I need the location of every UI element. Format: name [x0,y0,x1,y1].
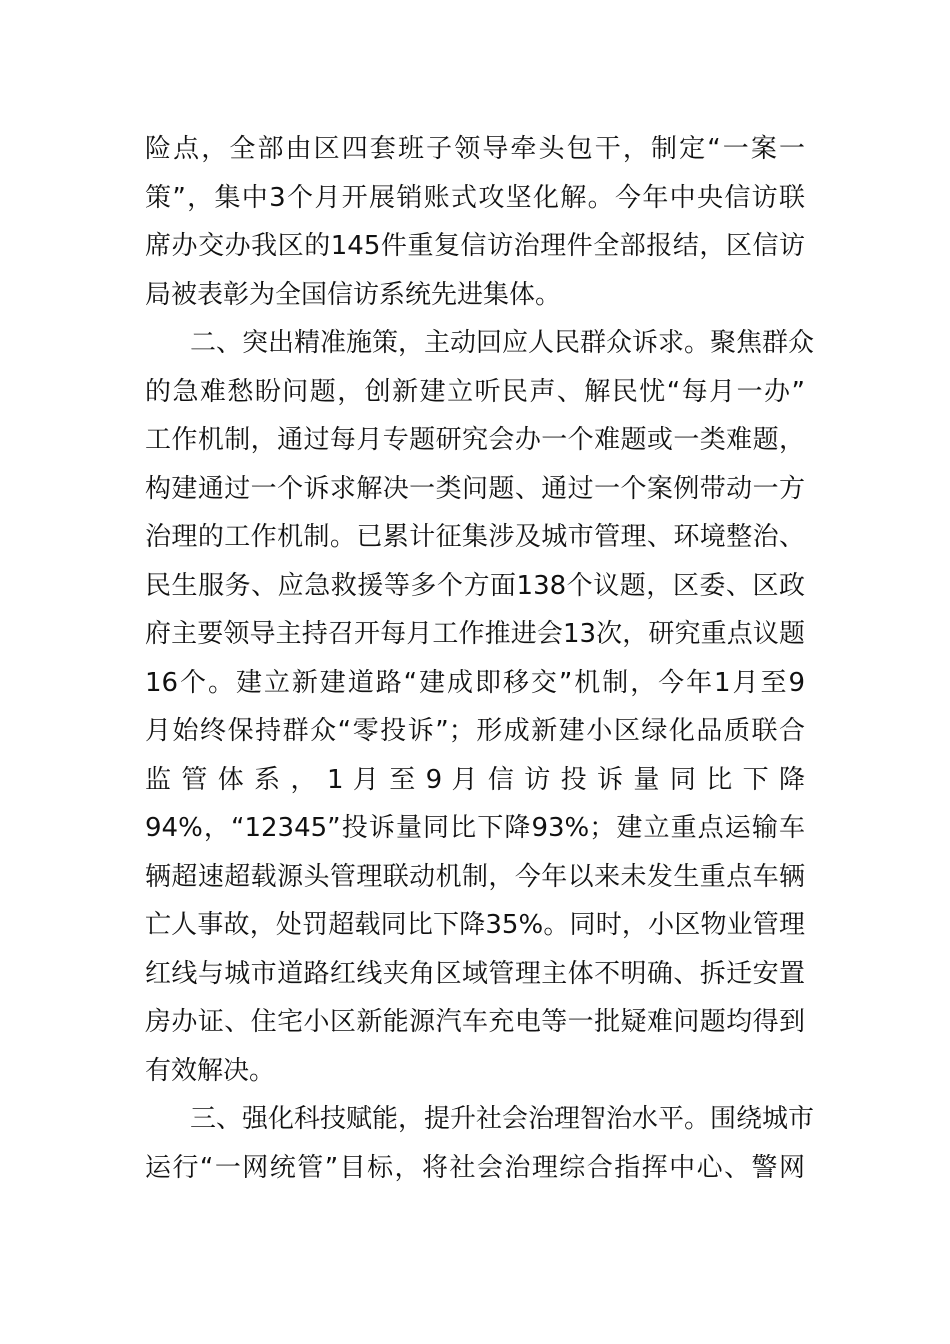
text-line: 房办证、住宅小区新能源汽车充电等一批疑难问题均得到 [145,1007,805,1037]
text-line: 的急难愁盼问题，创新建立听民声、解民忧“每月一办” [145,376,805,407]
text-line: 运行“一网统管”目标，将社会治理综合指挥中心、警网 [145,1152,805,1183]
text-line: 治理的工作机制。已累计征集涉及城市管理、环境整治、 [145,522,805,552]
text-line: 工作机制，通过每月专题研究会办一个难题或一类难题， [145,425,805,455]
text-line: 有效解决。 [145,1055,276,1086]
text-line: 辆超速超载源头管理联动机制，今年以来未发生重点车辆 [145,861,805,892]
paragraph-heading-line: 三、强化科技赋能，提升社会治理智治水平。围绕城市 [190,1104,815,1134]
text-line: 构建通过一个诉求解决一类问题、通过一个案例带动一方 [145,473,805,504]
document-body [145,125,815,1192]
paragraph-heading-line: 二、突出精准施策，主动回应人民群众诉求。聚焦群众 [190,328,815,358]
text-line: 策”，集中3个月开展销账式攻坚化解。今年中央信访联 [145,182,805,213]
text-line: 月始终保持群众“零投诉”；形成新建小区绿化品质联合 [145,716,805,746]
text-line: 局被表彰为全国信访系统先进集体。 [145,279,562,310]
text-line: 红线与城市道路红线夹角区域管理主体不明确、拆迁安置 [145,958,805,989]
text-line: 16个。建立新建道路“建成即移交”机制，今年1月至9 [145,667,805,698]
text-line: 席办交办我区的145件重复信访治理件全部报结，区信访 [145,231,805,261]
text-line: 府主要领导主持召开每月工作推进会13次，研究重点议题 [145,619,805,649]
text-line: 险点，全部由区四套班子领导牵头包干，制定“一案一 [145,134,805,164]
text-line: 监 管 体 系 ， 1 月 至 9 月 信 访 投 诉 量 同 比 下 降 [145,764,805,795]
text-line: 94%，“12345”投诉量同比下降93%；建立重点运输车 [145,813,805,843]
text-line: 民生服务、应急救援等多个方面138个议题，区委、区政 [145,570,805,601]
text-line: 亡人事故，处罚超载同比下降35%。同时，小区物业管理 [145,910,805,940]
